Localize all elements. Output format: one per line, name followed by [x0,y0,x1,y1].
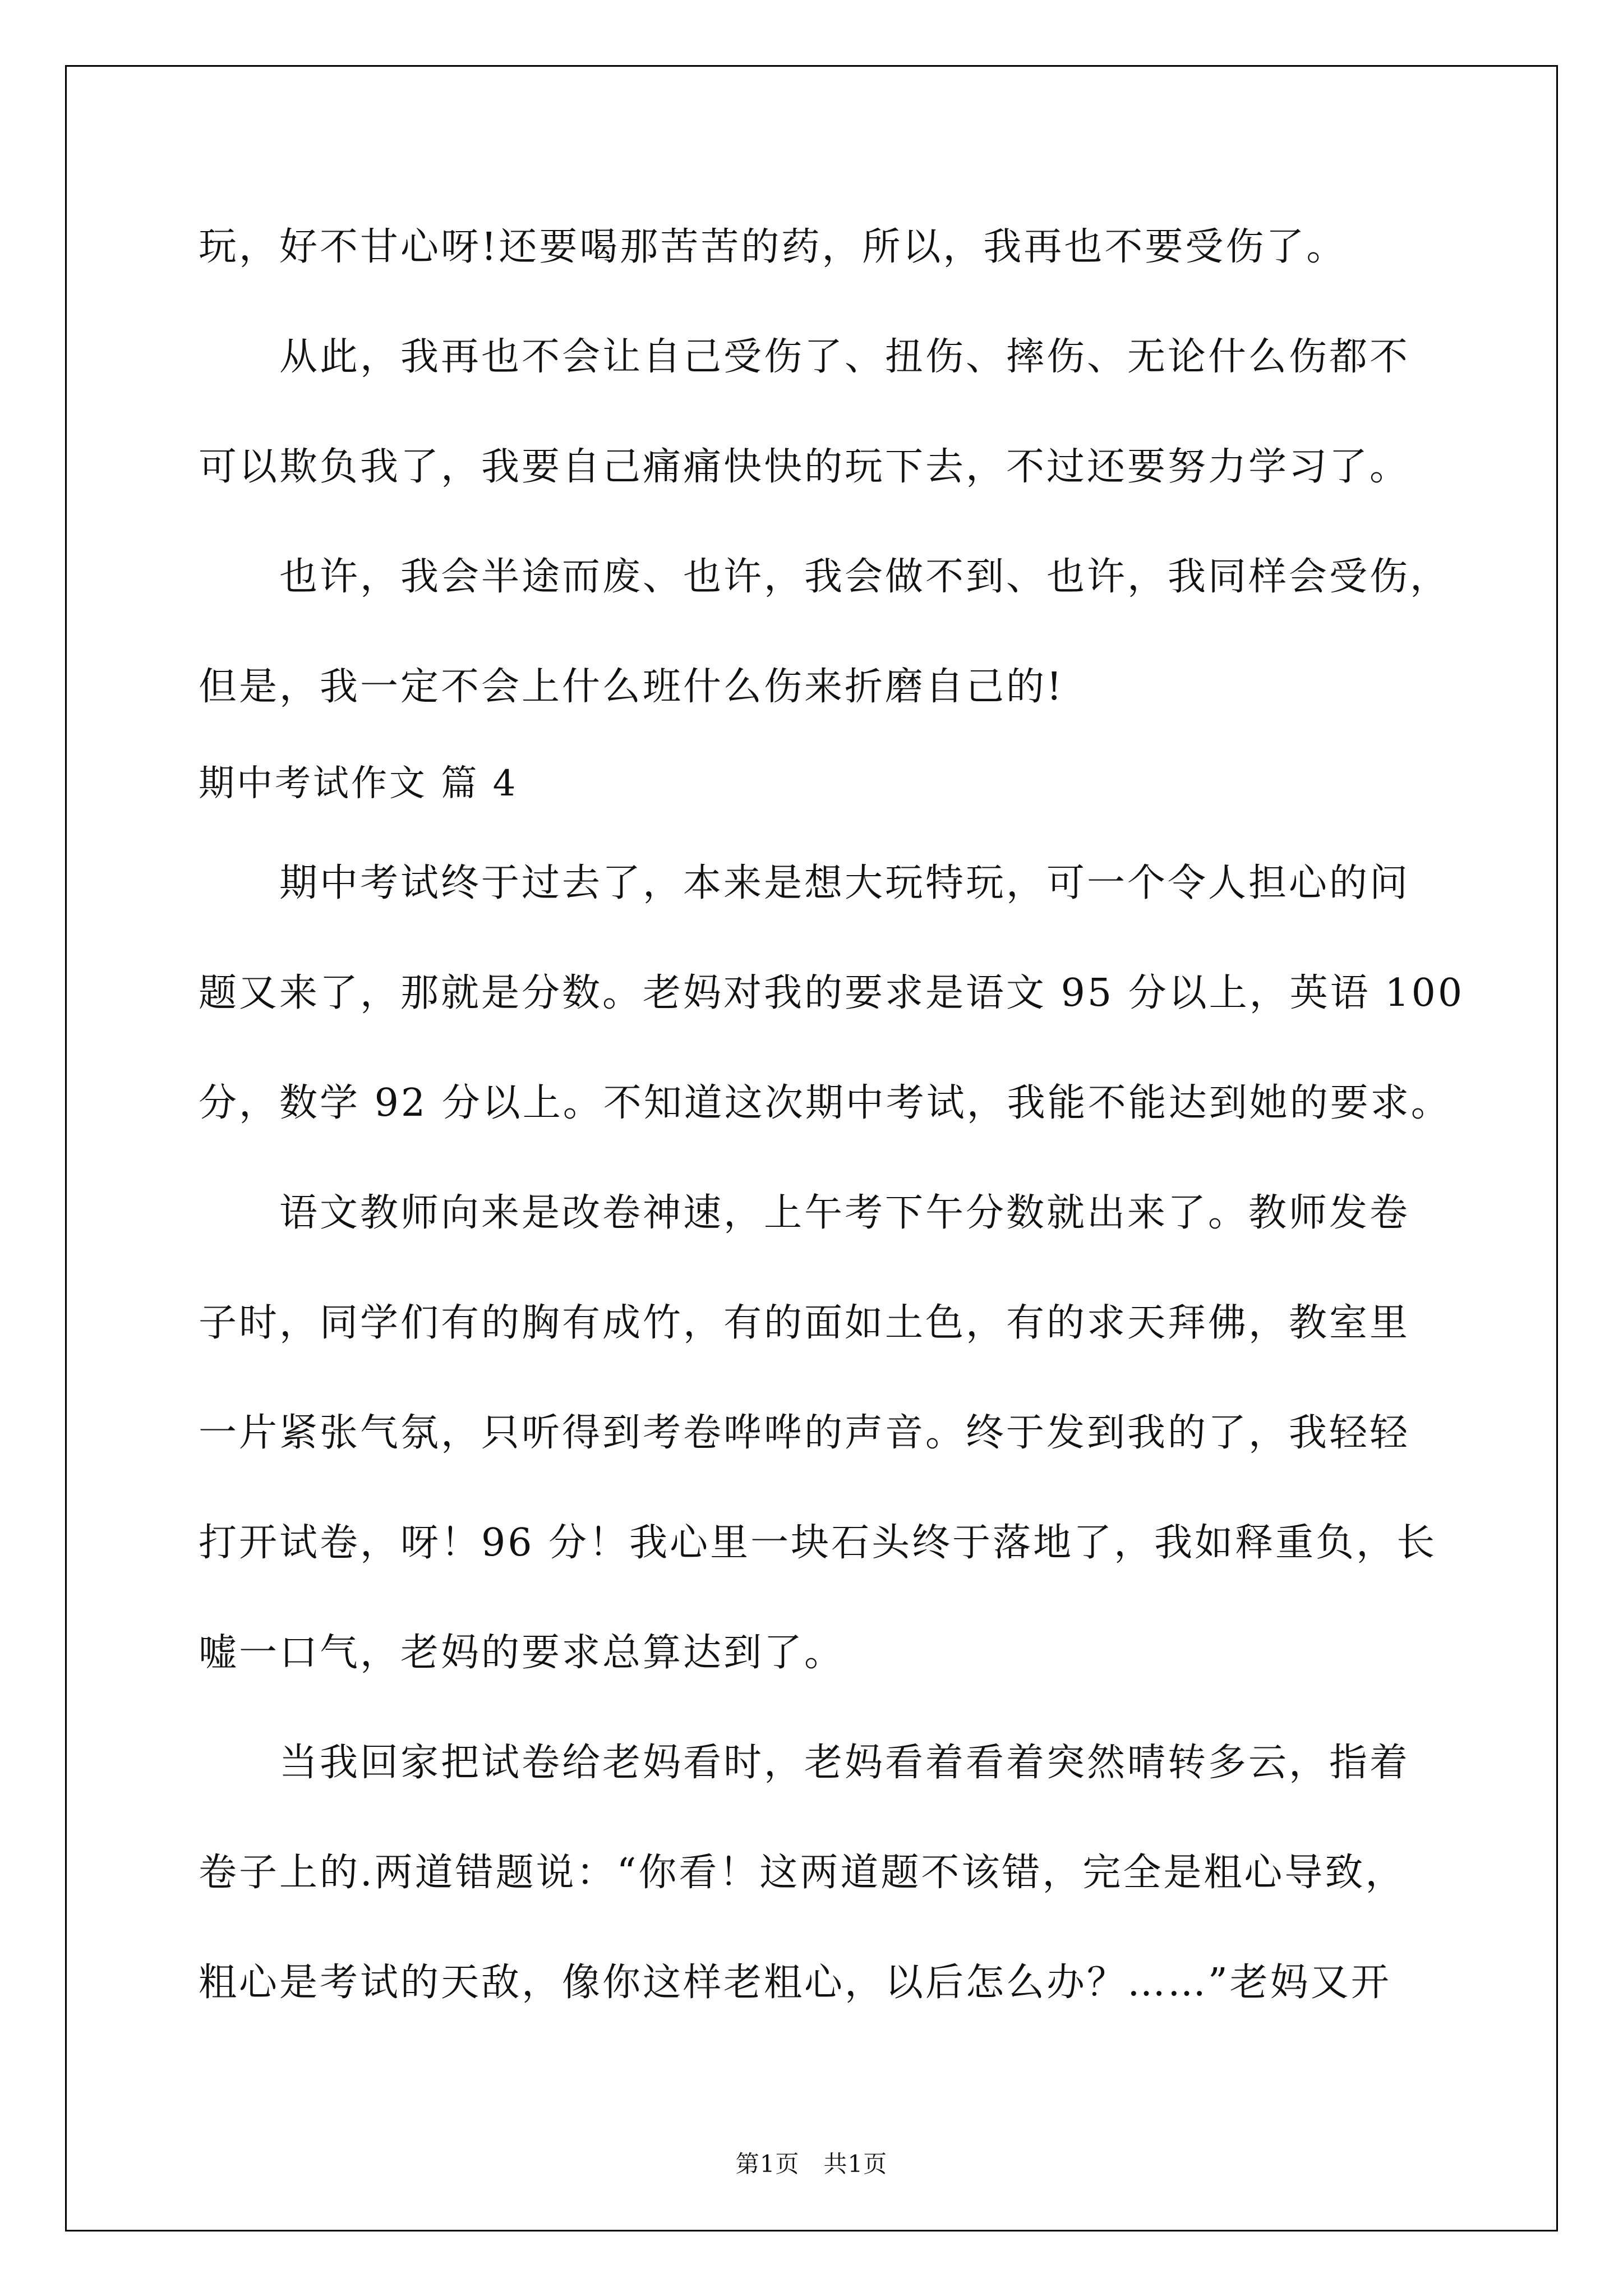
page-number-footer: 第1页 共1页 [735,2150,888,2178]
paragraph-line: 分，数学 92 分以上。不知道这次期中考试，我能不能达到她的要求。 [199,1081,1451,1125]
paragraph-line: 期中考试终于过去了，本来是想大玩特玩，可一个令人担心的问 [279,861,1410,905]
paragraph-line: 嘘一口气，老妈的要求总算达到了。 [199,1631,845,1675]
paragraph-line: 卷子上的.两道错题说：“你看！这两道题不该错，完全是粗心导致， [199,1851,1406,1895]
paragraph-line: 子时，同学们有的胸有成竹，有的面如土色，有的求天拜佛，教室里 [199,1301,1410,1345]
paragraph-line: 语文教师向来是改卷神速，上午考下午分数就出来了。教师发卷 [279,1191,1410,1235]
paragraph-line: 玩，好不甘心呀!还要喝那苦苦的药，所以，我再也不要受伤了。 [199,225,1347,269]
paragraph-line: 粗心是考试的天敌，像你这样老粗心，以后怎么办？……”老妈又开 [199,1961,1391,2005]
paragraph-line: 打开试卷，呀！96 分！我心里一块石头终于落地了，我如释重负，长 [199,1521,1437,1565]
paragraph-line: 也许，我会半途而废、也许，我会做不到、也许，我同样会受伤， [279,555,1451,599]
paragraph-line: 但是，我一定不会上什么班什么伤来折磨自己的! [199,665,1064,709]
paragraph-line: 一片紧张气氛，只听得到考卷哗哗的声音。终于发到我的了，我轻轻 [199,1411,1410,1455]
section-heading: 期中考试作文 篇 4 [199,763,518,804]
page-border [65,65,1558,2231]
paragraph-line: 当我回家把试卷给老妈看时，老妈看着看着突然晴转多云，指着 [279,1741,1410,1785]
paragraph-line: 可以欺负我了，我要自己痛痛快快的玩下去，不过还要努力学习了。 [199,445,1410,489]
paragraph-line: 题又来了，那就是分数。老妈对我的要求是语文 95 分以上，英语 100 [199,971,1465,1015]
paragraph-line: 从此，我再也不会让自己受伤了、扭伤、摔伤、无论什么伤都不 [279,335,1410,379]
